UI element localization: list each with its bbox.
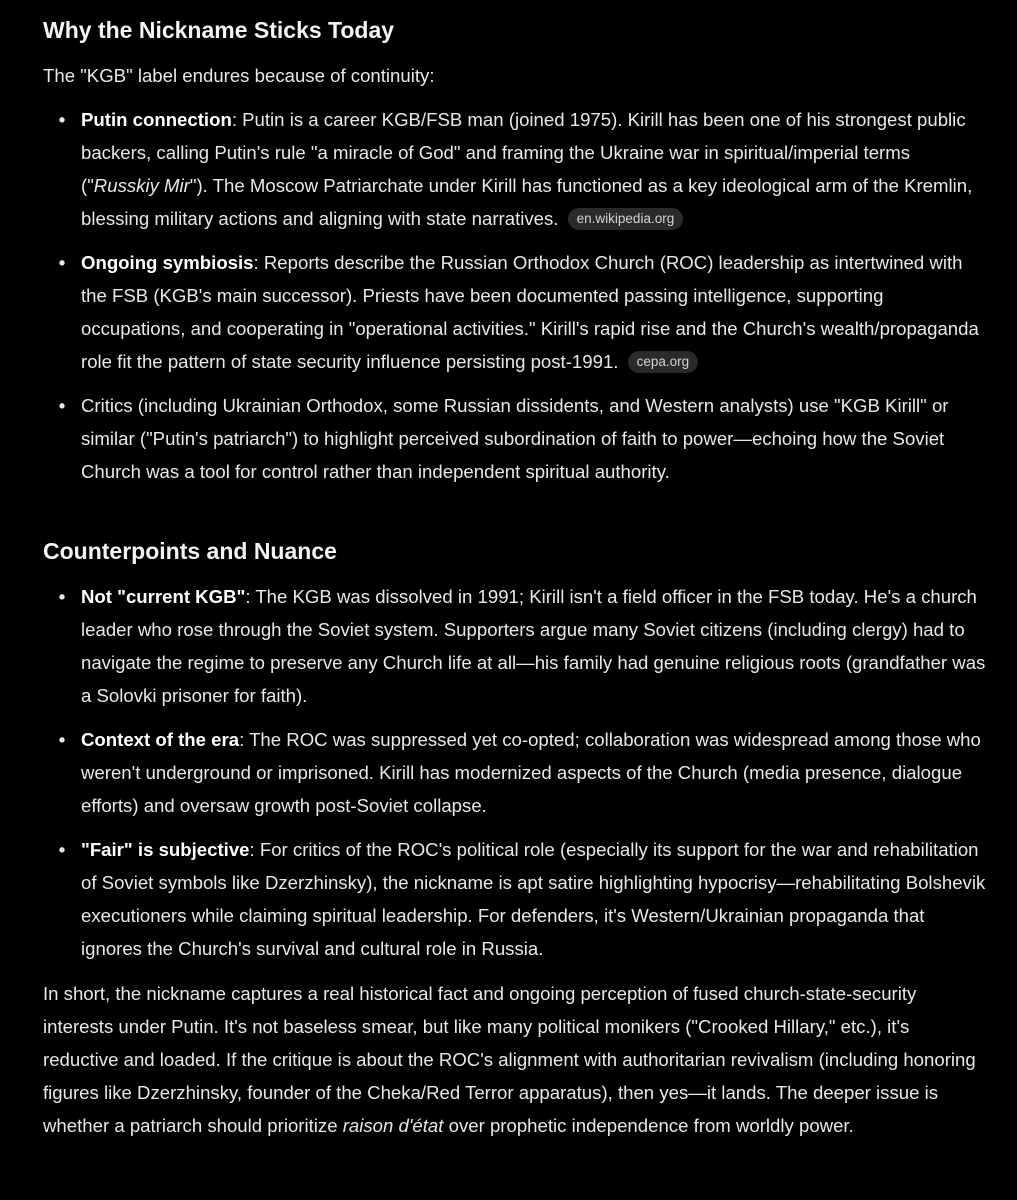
item-bold-label: Not "current KGB" — [81, 586, 246, 607]
bullet-icon: • — [58, 395, 66, 416]
list-item-ongoing-symbiosis — [43, 246, 987, 378]
bullet-list-why — [43, 103, 987, 488]
citation-chip-wikipedia[interactable]: en.wikipedia.org — [568, 208, 684, 230]
item-text: : For critics of the ROC's political role (especially its support for the war and rehabilitation of Soviet symbols like Dzerzhinsky), the nickname is apt satire highlighting hypocrisy—rehabilitating Bolshevik executioners while claiming spiritual leadership. For defenders, it's Western/Ukrainian propaganda that ignores the Church's survival and cultural role in Russia. — [81, 839, 986, 959]
list-item-not-current-kgb — [43, 580, 987, 712]
summary-text: In short, the nickname captures a real historical fact and ongoing perception of fused church-state-security interests under Putin. It's not baseless smear, but like many political monikers ("Crooked Hillary," etc.), it's reductive and loaded. If the critique is about the ROC's alignment with authoritarian revivalism (including honoring figures like Dzerzhinsky, founder of the Cheka/Red Terror apparatus), then yes—it lands. The deeper issue is whether a patriarch should prioritize — [43, 983, 976, 1136]
section-heading-why-nickname: Why the Nickname Sticks Today — [43, 17, 395, 43]
item-bold-label: "Fair" is subjective — [81, 839, 250, 860]
section-heading-counterpoints: Counterpoints and Nuance — [43, 538, 337, 564]
bullet-icon: • — [58, 729, 66, 750]
section-intro: The "KGB" label endures because of continuity: — [43, 65, 435, 86]
item-bold-label: Putin connection — [81, 109, 232, 130]
list-item-critics — [43, 389, 987, 488]
item-text: : Reports describe the Russian Orthodox Church (ROC) leadership as intertwined with the FSB (KGB's main successor). Priests have been documented passing intelligence, supporting occupations, and cooperating in "operational activities." Kirill's rapid rise and the Church's wealth/propaganda role fit the pattern of state security influence persisting post-1991. — [81, 252, 979, 372]
item-italic: Russkiy Mir — [93, 175, 190, 196]
item-text: Critics (including Ukrainian Orthodox, some Russian dissidents, and Western analysts) use "KGB Kirill" or similar ("Putin's patriarch") to highlight perceived subordination of faith to power—echoing how the Soviet Church was a tool for control rather than independent spiritual authority. — [81, 395, 949, 482]
summary-italic: raison d'état — [342, 1115, 444, 1136]
summary-paragraph — [43, 977, 987, 1142]
list-item-context-of-era — [43, 723, 987, 822]
bullet-icon: • — [58, 252, 66, 273]
item-text: : The KGB was dissolved in 1991; Kirill isn't a field officer in the FSB today. He's a church leader who rose through the Soviet system. Supporters argue many Soviet citizens (including clergy) had to navigate the regime to preserve any Church life at all—his family had genuine religious roots (grandfather was a Solovki prisoner for faith). — [81, 586, 986, 706]
item-text: : The ROC was suppressed yet co-opted; collaboration was widespread among those who weren't underground or imprisoned. Kirill has modernized aspects of the Church (media presence, dialogue efforts) and oversaw growth post-Soviet collapse. — [81, 729, 981, 816]
item-bold-label: Context of the era — [81, 729, 240, 750]
bullet-icon: • — [58, 839, 66, 860]
list-item-fair-subjective — [43, 833, 987, 965]
item-text-cont: "). The Moscow Patriarchate under Kirill has functioned as a key ideological arm of the Kremlin, blessing military actions and aligning with state narratives. — [81, 175, 973, 229]
bullet-list-counterpoints — [43, 580, 987, 965]
item-bold-label: Ongoing symbiosis — [81, 252, 254, 273]
bullet-icon: • — [58, 586, 66, 607]
item-text: : Putin is a career KGB/FSB man (joined 1975). Kirill has been one of his strongest public backers, calling Putin's rule "a miracle of God" and framing the Ukraine war in spiritual/imperial terms (" — [81, 109, 966, 196]
citation-chip-cepa[interactable]: cepa.org — [628, 351, 699, 373]
summary-text-cont: over prophetic independence from worldly power. — [443, 1115, 854, 1136]
bullet-icon: • — [58, 109, 66, 130]
list-item-putin-connection — [43, 103, 987, 235]
